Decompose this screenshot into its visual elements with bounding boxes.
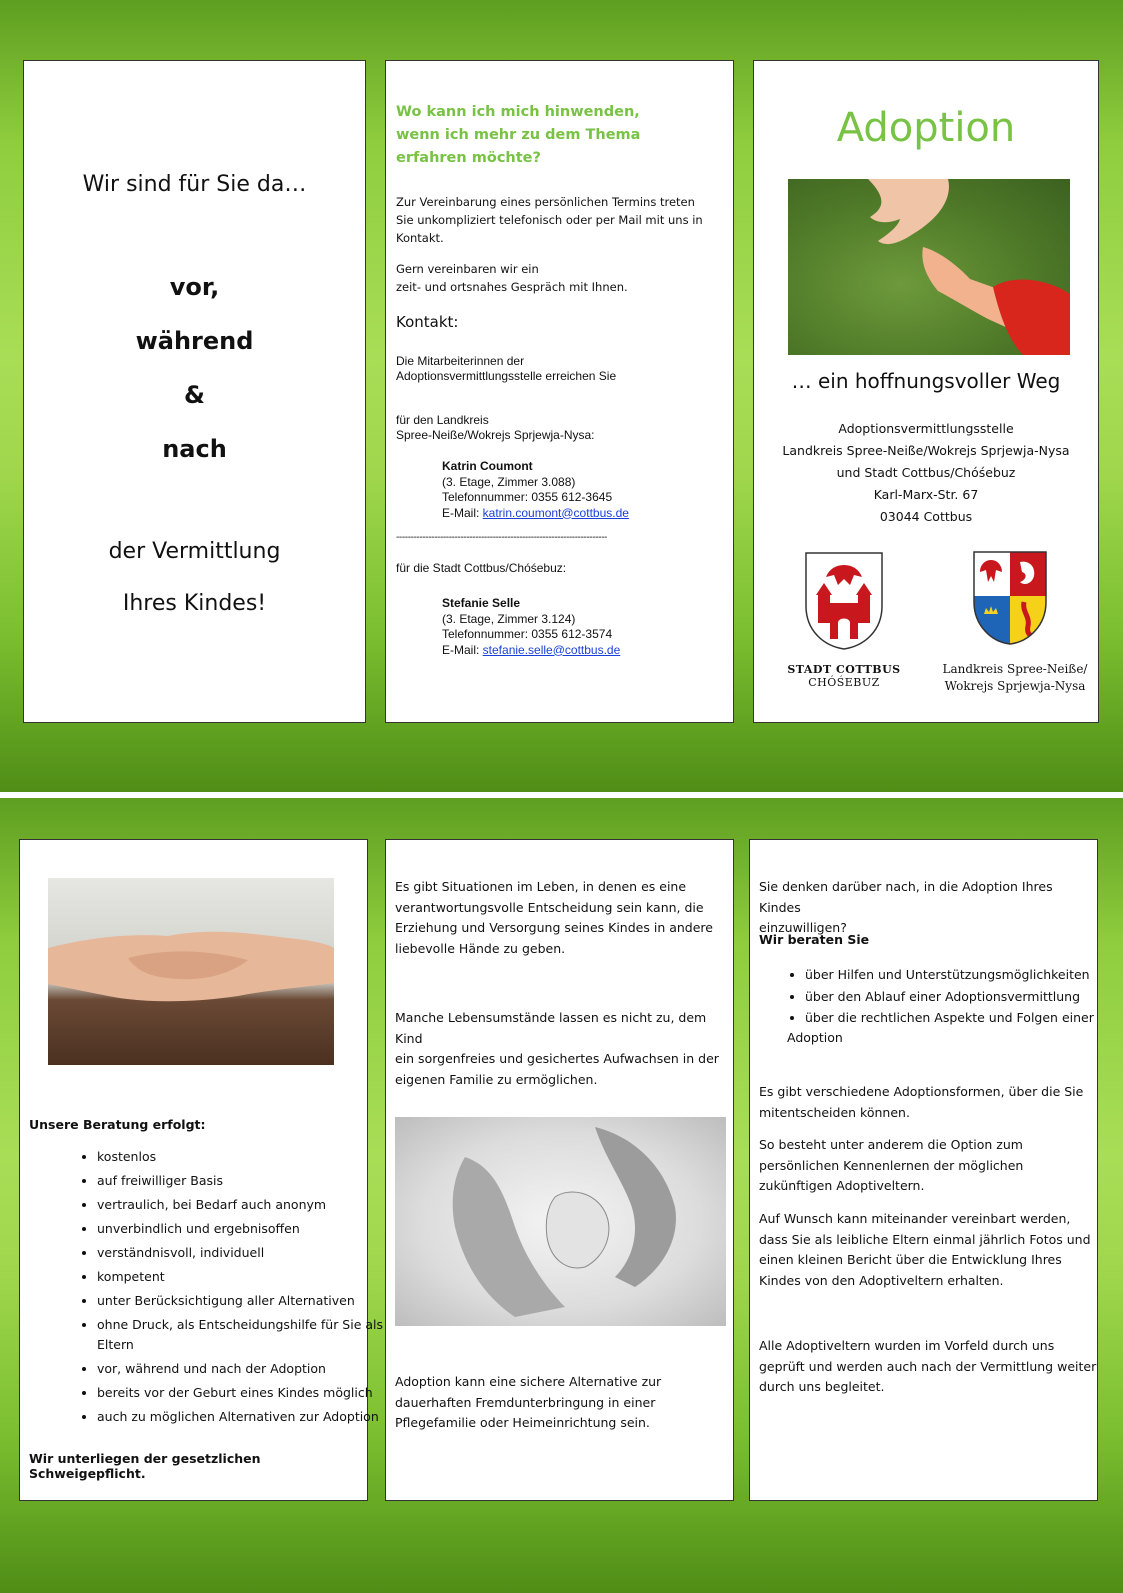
situation-para-1: Es gibt Situationen im Leben, in denen es eine verantwortungsvolle Entscheidung sein kann, die Erziehung und Versorgung seines Kindes in andere liebevolle Hände zu geben. (395, 879, 713, 956)
beratung-list (39, 1147, 397, 1431)
landkreis-for: für den Landkreis Spree-Neiße/Wokrejs Sprjewja-Nysa: (396, 413, 595, 442)
baby-hand-photo (395, 1117, 726, 1326)
clasped-hands-illustration (48, 878, 334, 1065)
parents-para-4: Alle Adoptiveltern wurden im Vorfeld durch uns geprüft und werden auch nach der Vermittlung weiter durch uns begleitet. (759, 1338, 1097, 1394)
cottbus-coat-of-arms (804, 551, 884, 651)
parents-para-1: Es gibt verschiedene Adoptionsformen, über die Sie mitentscheiden können. (759, 1084, 1084, 1120)
landkreis-logo-text: Landkreis Spree-Neiße/ Wokrejs Sprjewja-Nysa (942, 662, 1088, 693)
list-item: • vertraulich, bei Bedarf auch anonym (97, 1195, 397, 1215)
list-item: • unverbindlich und ergebnisoffen (97, 1219, 397, 1239)
beraten-list-tail: Adoption (787, 1030, 843, 1045)
situation-para-3: Adoption kann eine sichere Alternative zur dauerhaften Fremdunterbringung in einer Pflegefamilie oder Heimeinrichtung sein. (395, 1374, 662, 1430)
parents-para-2: So besteht unter anderem die Option zum persönlichen Kennenlernen der möglichen zukünftigen Adoptiveltern. (759, 1137, 1024, 1193)
word-and: & (184, 381, 205, 409)
panel-parents (749, 839, 1098, 1501)
cottbus-logo-text: STADT COTTBUS CHÓŚEBUZ (787, 663, 901, 689)
schweigepflicht-note: Wir unterliegen der gesetzlichen Schweigepflicht. (29, 1451, 261, 1481)
beratung-heading: Unsere Beratung erfolgt: (29, 1117, 206, 1132)
contact-question: Wo kann ich mich hinwenden, wenn ich mehr zu dem Thema erfahren möchte? (396, 104, 641, 166)
word-waehrend: während (135, 327, 254, 355)
cover-subtitle: … ein hoffnungsvoller Weg (791, 369, 1061, 393)
hands-reaching-photo (788, 179, 1070, 355)
wir-beraten-heading: Wir beraten Sie (759, 932, 870, 947)
landkreis-coat-of-arms (972, 550, 1048, 646)
list-item: • vor, während und nach der Adoption (97, 1359, 397, 1379)
word-nach: nach (162, 435, 227, 463)
parents-question: Sie denken darüber nach, in die Adoption Ihres Kindes einzuwilligen? (759, 879, 1053, 935)
baby-hand-illustration (395, 1117, 726, 1326)
list-item: • verständnisvoll, individuell (97, 1243, 397, 1263)
panel-cover (753, 60, 1099, 723)
list-item: • unter Berücksichtigung aller Alternativen (97, 1291, 397, 1311)
panel-intro (23, 60, 366, 723)
intro-line-1: der Vermittlung (108, 539, 281, 564)
contact-gern: Gern vereinbaren wir ein zeit- und ortsnahes Gespräch mit Ihnen. (396, 262, 628, 294)
panel-beratung (19, 839, 384, 1501)
panel-contact (385, 60, 734, 723)
list-item: • auf freiwilliger Basis (97, 1171, 397, 1191)
parents-para-3: Auf Wunsch kann miteinander vereinbart werden, dass Sie als leibliche Eltern einmal jährlich Fotos und einen kleinen Bericht über die Entwicklung Ihres Kindes von den Adoptiveltern erhalten. (759, 1211, 1091, 1288)
situation-para-2: Manche Lebensumstände lassen es nicht zu, dem Kind ein sorgenfreies und gesichertes Aufwachsen in der eigenen Familie zu ermöglichen. (395, 1010, 719, 1087)
list-item: • auch zu möglichen Alternativen zur Adoption (97, 1407, 397, 1427)
intro-line-2: Ihres Kindes! (122, 591, 267, 616)
separator-line: ------------------------------------------------------------------------ (396, 532, 607, 543)
beraten-list (750, 965, 1123, 1030)
email-link-coumont[interactable]: katrin.coumont@cottbus.de (482, 505, 629, 520)
cover-title: Adoption (836, 105, 1016, 151)
panel-situation (385, 839, 734, 1501)
word-vor: vor, (169, 273, 220, 301)
kontakt-label: Kontakt: (396, 313, 459, 331)
list-item: • bereits vor der Geburt eines Kindes möglich (97, 1383, 397, 1403)
contact-selle: Stefanie Selle (3. Etage, Zimmer 3.124) Telefonnummer: 0355 612-3574 E-Mail: stefanie.selle@cottbus.de (442, 596, 621, 657)
intro-heading: Wir sind für Sie da… (82, 172, 307, 197)
hands-illustration (788, 179, 1070, 355)
contact-intro: Zur Vereinbarung eines persönlichen Termins treten Sie unkompliziert telefonisch oder per Mail mit uns in Kontakt. (396, 195, 703, 245)
list-item: • über die rechtlichen Aspekte und Folgen einer (805, 1008, 1123, 1029)
contact-coumont: Katrin Coumont (3. Etage, Zimmer 3.088) Telefonnummer: 0355 612-3645 E-Mail: katrin.coumont@cottbus.de (442, 459, 629, 520)
list-item: • über Hilfen und Unterstützungsmöglichkeiten (805, 965, 1123, 986)
clasped-hands-photo (48, 878, 334, 1065)
email-link-selle[interactable]: stefanie.selle@cottbus.de (482, 642, 621, 657)
list-item: • kostenlos (97, 1147, 397, 1167)
list-item: • ohne Druck, als Entscheidungshilfe für Sie als Eltern (97, 1315, 397, 1354)
cover-address: Adoptionsvermittlungsstelle Landkreis Spree-Neiße/Wokrejs Sprjewja-Nysa und Stadt Cottbus/Chóśebuz Karl-Marx-Str. 67 03044 Cottbus (782, 421, 1070, 524)
list-item: • über den Ablauf einer Adoptionsvermittlung (805, 987, 1123, 1008)
list-item: • kompetent (97, 1267, 397, 1287)
stadt-for: für die Stadt Cottbus/Chóśebuz: (396, 561, 567, 575)
staff-intro: Die Mitarbeiterinnen der Adoptionsvermittlungsstelle erreichen Sie (396, 354, 617, 383)
